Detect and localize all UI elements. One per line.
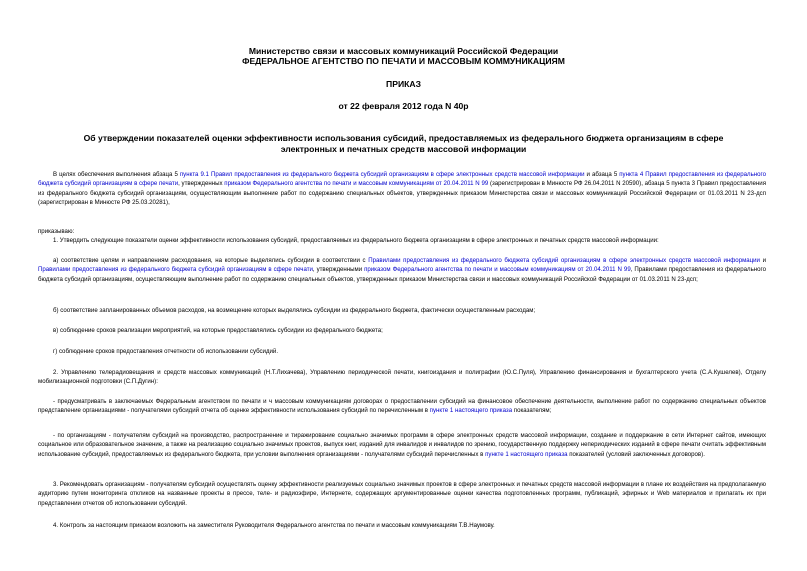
clause-3: 3. Рекомендовать организациям - получателям субсидий осуществлять оценку эффективности реализуемых социально значимых проектов в сфере электронных и печатных средств массовой информации в плане их воздействия на предполагаемую аудиторию путем мониторинга откликов на названные проекты в прессе, теле- и радиоэфире, Интернете, содержащих аргументированные оценки качества подготовленных программ, публикаций, эфирных и Web материалов и прилагать их при представлении отчетов об использовании субсидий. (38, 481, 766, 507)
link-rules-print[interactable]: Правилами предоставления из федерального бюджета субсидий организациям в сфере печати (38, 266, 313, 274)
text-run: показателям; (512, 407, 552, 415)
document-date: от 22 февраля 2012 года N 40р (338, 101, 469, 111)
link-clause-1[interactable]: пункте 1 настоящего приказа (485, 450, 568, 458)
agency-name: ФЕДЕРАЛЬНОЕ АГЕНТСТВО ПО ПЕЧАТИ И МАССОВЫМ КОММУНИКАЦИЯМ (242, 56, 565, 66)
clause-1-a (38, 256, 766, 284)
clause-1-b: б) соответствие запланированных объемов расходов, на возмещение которых выделялись субсидии из федерального бюджета, фактически осуществленным расходам; (53, 307, 536, 314)
text-run: показателей (условий заключенных договоров). (567, 450, 705, 458)
text-run: , утвержденных (178, 180, 225, 188)
order-word: приказываю: (38, 228, 75, 235)
clause-1-v: в) соблюдение сроков реализации мероприятий, на которые предоставлялись субсидии из федерального бюджета; (53, 327, 383, 334)
text-run: , утвержденными (312, 266, 365, 274)
link-order-99[interactable]: приказом Федерального агентства по печати и массовым коммуникациям от 20.04.2011 N 99 (224, 180, 489, 188)
text-run: В целях обеспечения выполнения абзаца 5 (53, 171, 180, 178)
clause-4: 4. Контроль за настоящим приказом возложить на заместителя Руководителя Федерального агентства по печати и массовым коммуникациям Т.В.Наумову. (53, 522, 495, 529)
text-run: - по организациям - получателям субсидий на производство, распространение и тиражирование социально значимых программ в сфере электронных средств массовой информации, создание и поддержание в сети Интернет сайтов, имеющих социальное или образовательное значение, а также на реализацию социально значимых проектов, выпуск книг, изданий для инвалидов и инвалидов по зрению, государственную поддержку непериодических изданий в сфере печати считать эффективным использование субсидий, предоставляемых из федерального бюджета, при условии выполнения организациями - получателями субсидий перечисленных в (38, 432, 766, 458)
clause-2-item-1 (38, 397, 766, 416)
link-rules-electronic-media[interactable]: Правилами предоставления из федерального бюджета субсидий организациям в сфере электронных средств массовой информации (368, 257, 760, 264)
clause-2-item-2 (38, 431, 766, 459)
intro-paragraph (38, 170, 766, 207)
link-rules-electronic-media-p9-1[interactable]: пункта 9.1 Правил предоставления из федерального бюджета субсидий организациям в сфере электронных средств массовой информации (179, 171, 585, 178)
clause-1: 1. Утвердить следующие показатели оценки эффективности использования субсидий, предоставляемых из федерального бюджета организациям в сфере электронных и печатных средств массовой информации: (53, 237, 659, 244)
ministry-name: Министерство связи и массовых коммуникаций Российской Федерации (248, 46, 559, 56)
text-run: (зарегистрирован в Минюсте РФ 26.04.2011 N 20590), абзаца 5 пункта 3 Правил предоставления из федерального бюджета субсидий организациям, осуществляющим выполнение работ по содержанию специальных объектов, утвержденных приказом Министерства связи и массовых коммуникаций Российской Федерации от 01.03.2011 N 23-дсп (зарегистрирован в Минюсте РФ 25.03.20281), (38, 180, 766, 206)
document-type: ПРИКАЗ (386, 79, 421, 89)
clause-1-g: г) соблюдение сроков предоставления отчетности об использовании субсидий. (53, 348, 279, 355)
document-title: Об утверждении показателей оценки эффективности использования субсидий, предоставляемых из федерального бюджета организациям в сфере электронных и печатных средств массовой информации (83, 133, 724, 154)
link-order-99[interactable]: приказом Федерального агентства по печати и массовым коммуникациям от 20.04.2011 N 99 (364, 266, 631, 274)
link-rules-print-p4[interactable]: пункта 4 Правил предоставления из федерального бюджета субсидий организациям в сфере печати (38, 171, 766, 188)
text-run: , Правилами предоставления из федерального бюджета субсидий организациям, осуществляющим выполнение работ по содержанию специальных объектов, утвержденных приказом Министерства связи и массовых коммуникаций Российской Федерации от 01.03.2011 N 23-дсп; (38, 266, 766, 283)
text-run: и абзаца 5 (584, 171, 620, 178)
text-run: а) соответствие целям и направлениям расходования, на которые выделялись субсидии в соответствии с (53, 257, 369, 264)
text-run: - предусматривать в заключаемых Федеральным агентством по печати и ч массовым коммуникациям договорах о предоставлении субсидий на финансовое обеспечение деятельности, выполнение работ по содержанию специальных объектов представление организациями - получателями субсидий отчета об оценке эффективности использования субсидий по перечисленным в (38, 398, 766, 415)
link-clause-1[interactable]: пункте 1 настоящего приказа (429, 407, 513, 415)
clause-2: 2. Управлению телерадиовещания и средств массовых коммуникаций (Н.Т.Лихачева), Управлению периодической печати, книгоиздания и полиграфии (Ю.С.Пуля), Управлению финансирования и бухгалтерского учета (С.А.Кушелев), Отделу мобилизационной подготовки (С.П.Дугин): (38, 369, 766, 386)
text-run: и (759, 257, 767, 264)
